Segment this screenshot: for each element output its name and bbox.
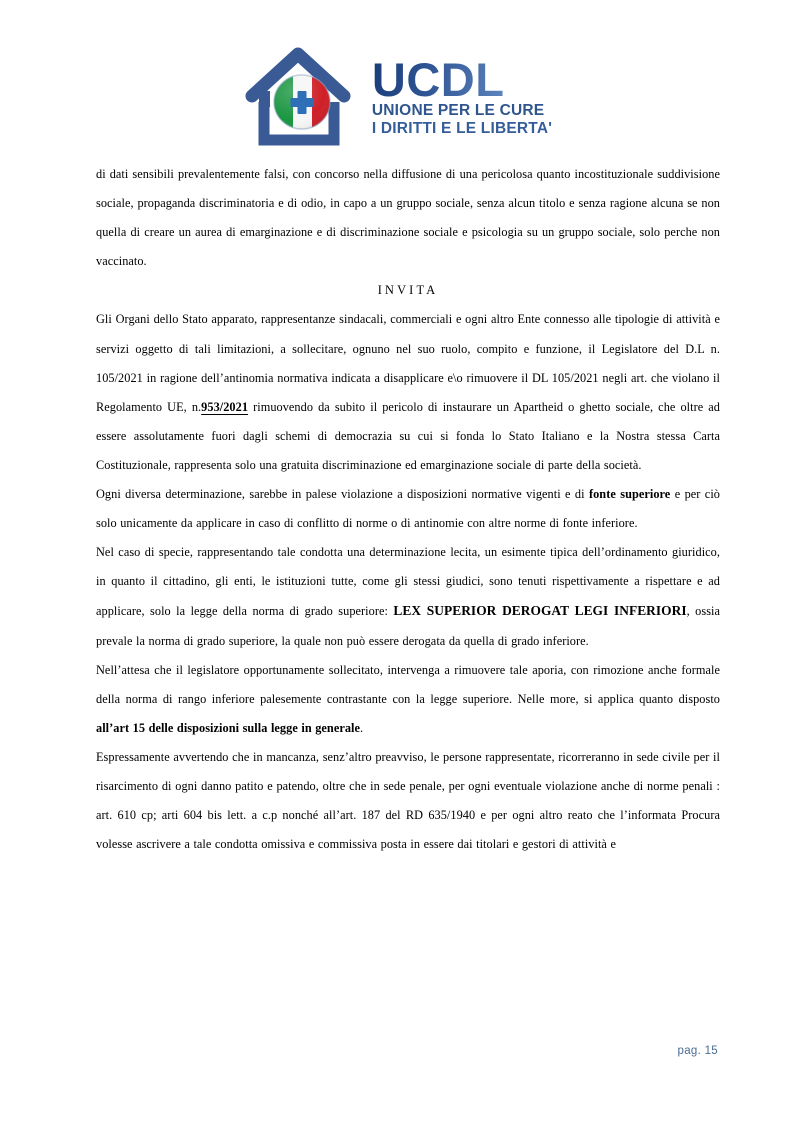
logo-tagline-line-1: UNIONE PER LE CURE [371,102,545,120]
paragraph-4-part-1: Nel caso di specie, rappresentando tale condotta una determinazione lecita, un esimente tipica dell’ordinamento giuridico, in quanto il cittadino, gli enti, le istituzioni tutte, come gli stessi giudici, sono tenuti rispettivamente a rispettare e ad applicare, solo la legge della norma di grado superiore: [96,545,720,619]
document-header-logo [0,44,794,148]
logo-tagline-line-2: I DIRITTI E LE LIBERTA' [371,120,553,138]
page-number: pag. 15 [677,1045,718,1057]
logo-acronym: UCDL [371,52,505,106]
paragraph-fonte-superiore [96,480,720,538]
logo-tagline [372,102,552,138]
paragraph-3-part-2: e per ciò solo unicamente da applicare in caso di conflitto di norme o di antinomie con altre norme di fonte inferiore. [96,487,720,531]
art-15-emphasis: all’art 15 delle disposizioni sulla legge in generale [96,720,361,735]
paragraph-3-part-1: Ogni diversa determinazione, sarebbe in palese violazione a disposizioni normative vigenti e di [96,487,585,502]
fonte-superiore-emphasis: fonte superiore [588,487,671,502]
logo-wordmark [372,54,552,139]
paragraph-lex-superior [96,538,720,655]
paragraph-continuation: di dati sensibili prevalentemente falsi, con concorso nella diffusione di una pericolosa quanto incostituzionale suddivisione sociale, propaganda discriminatoria e di odio, in capo a un gruppo sociale, senza alcun titolo e senza ragione alcuna se non quella di creare un aurea di emarginazione e di discriminazione sociale e psicologia su un gruppo sociale, solo perche non vaccinato. [96,167,720,269]
page-footer-inner [0,1041,794,1059]
ucdl-house-flag-logo-icon [242,44,362,148]
latin-maxim-emphasis: LEX SUPERIOR DEROGAT LEGI INFERIORI [393,603,687,619]
paragraph-2-part-1: Gli Organi dello Stato apparato, rappresentanze sindacali, commerciali e ogni altro Ente connesso alle tipologie di attività e servizi oggetto di tali limitazioni, a sollecitare, ognuno nel suo ruolo, compito e funzione, il Legislatore del D.L n. 105/2021 in ragione dell’antinomia normativa indicata a disapplicare e\o rimuovere il DL 105/2021 negli art. che violano il Regolamento UE, n. [96,312,720,414]
logo-lockup [242,44,552,148]
paragraph-5-part-2: . [360,720,364,735]
paragraph-avvertimento: Espressamente avvertendo che in mancanza, senz’altro preavviso, le persone rappresentate, ricorreranno in sede civile per il risarcimento di ogni danno patito e patendo, oltre che in sede penale, per ogni eventuale violazione anche di norme penali : art. 610 cp; arti 604 bis lett. a c.p nonché all’art. 187 del RD 635/1940 e per ogni altro reato che l’informata Procura volesse ascrivere a tale condotta omissiva e commissiva posta in essere dai titolari e gestori di attività e [96,749,720,852]
paragraph-invita-body [96,305,720,480]
document-body [96,160,720,859]
paragraph-2-part-2: rimuovendo da subito il pericolo di instaurare un Apartheid o ghetto sociale, che oltre ad essere assolutamente fuori dagli schemi di democrazia su cui si fonda lo Stato Italiano e la Nostra stessa Carta Costituzionale, rappresenta solo una gratuita discriminazione ed emarginazione sociale di parte della società. [96,399,720,472]
heading-invita: INVITA [377,283,439,298]
paragraph-4-part-2: , ossia prevale la norma di grado superiore, la quale non può essere derogata da quella di grado inferiore. [96,604,720,648]
regulation-reference-emphasis: 953/2021 [201,399,249,414]
paragraph-attesa-legislatore [96,656,720,743]
page-footer [0,1041,794,1059]
paragraph-5-part-1: Nell’attesa che il legislatore opportunamente sollecitato, intervenga a rimuovere tale aporia, con rimozione anche formale della norma di rango inferiore palesemente contrastante con la legge superiore. Nelle more, si applica quanto disposto [96,662,720,706]
